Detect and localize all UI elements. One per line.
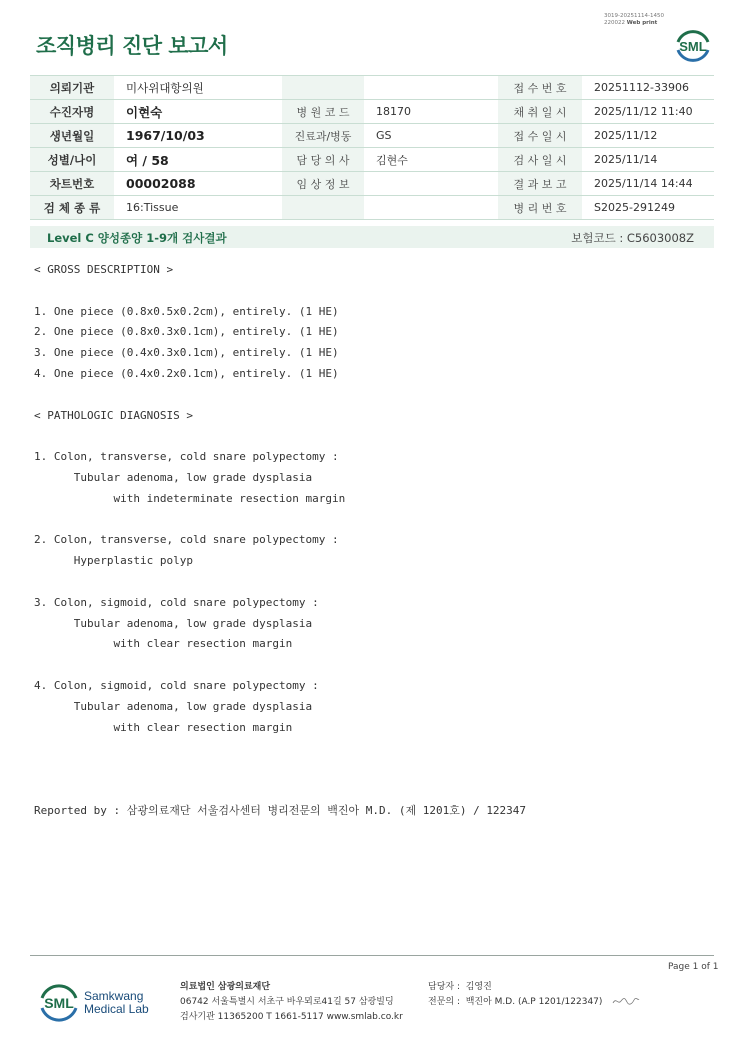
report-line: < PATHOLOGIC DIAGNOSIS > [34, 408, 193, 422]
report-line: < GROSS DESCRIPTION > [34, 263, 174, 276]
staff-name: 김영진 [465, 982, 492, 992]
document-subcode: 220022 [604, 20, 625, 26]
result-header [30, 226, 714, 248]
blank-line [34, 510, 526, 531]
contact-line: 검사기관 11365200 T 1661-5117 www.smlab.co.kr [180, 1012, 403, 1022]
report-line: Hyperplastic polyp [34, 554, 193, 568]
info-label: 생년월일 [30, 124, 114, 148]
info-value: 18170 [364, 100, 498, 124]
info-row [30, 172, 714, 196]
blank-line [34, 780, 526, 801]
report-line: 3. Colon, sigmoid, cold snare polypectomy : [34, 595, 319, 609]
info-value [364, 172, 498, 196]
report-line: Reported by : 삼광의료재단 서울검사센터 병리전문의 백진아 M.D. (제 1201호) / 122347 [34, 803, 527, 817]
footer-divider [30, 955, 714, 956]
blank-line [34, 738, 526, 759]
info-label: 진료과/병동 [282, 124, 364, 148]
info-label: 검 사 일 시 [498, 148, 582, 172]
report-line: Tubular adenoma, low grade dysplasia [34, 616, 313, 630]
info-row [30, 124, 714, 148]
info-value: 00002088 [114, 172, 282, 196]
blank-line [34, 281, 526, 302]
blank-line [34, 655, 526, 676]
result-title: Level C 양성종양 1-9개 검사결과 [47, 231, 227, 245]
info-value: 여 / 58 [114, 148, 282, 172]
info-label: 임 상 정 보 [282, 172, 364, 196]
report-title: 조직병리 진단 보고서 [36, 34, 228, 58]
report-body [34, 260, 526, 822]
report-line: 1. One piece (0.8x0.5x0.2cm), entirely. (1 HE) [34, 304, 339, 318]
footer-staff [428, 980, 602, 1010]
patient-info-body [30, 76, 714, 220]
info-label: 접 수 번 호 [498, 76, 582, 100]
info-label [282, 196, 364, 220]
info-label: 접 수 일 시 [498, 124, 582, 148]
sml-footer-logo [36, 980, 82, 1026]
info-label: 채 취 일 시 [498, 100, 582, 124]
page-number: Page 1 of 1 [668, 962, 719, 972]
info-label: 수진자명 [30, 100, 114, 124]
blank-line [34, 385, 526, 406]
document-code: 3019-20251114-1450 [604, 13, 664, 19]
info-label: 담 당 의 사 [282, 148, 364, 172]
info-row [30, 196, 714, 220]
print-mode: Web print [626, 20, 658, 26]
info-value [364, 76, 498, 100]
blank-line [34, 759, 526, 780]
patient-info-table [30, 75, 714, 220]
footer-address [180, 980, 403, 1025]
info-value: 이현숙 [114, 100, 282, 124]
document-meta [604, 13, 664, 27]
sml-logo-text: SML [679, 39, 707, 54]
info-row [30, 76, 714, 100]
info-label: 결 과 보 고 [498, 172, 582, 196]
report-line: with indeterminate resection margin [34, 491, 346, 505]
report-line: 4. Colon, sigmoid, cold snare polypectomy : [34, 678, 319, 692]
info-value: 미사위대항의원 [114, 76, 282, 100]
info-label: 병 리 번 호 [498, 196, 582, 220]
info-value: GS [364, 124, 498, 148]
specialist-label: 전문의 : [428, 997, 460, 1007]
signature-image [612, 995, 640, 1007]
info-value [364, 196, 498, 220]
info-row [30, 148, 714, 172]
info-label: 병 원 코 드 [282, 100, 364, 124]
brand-line-1: Samkwang [84, 989, 144, 1003]
info-value: 1967/10/03 [114, 124, 282, 148]
info-label [282, 76, 364, 100]
report-line: Tubular adenoma, low grade dysplasia [34, 470, 313, 484]
report-line: 4. One piece (0.4x0.2x0.1cm), entirely. (1 HE) [34, 366, 339, 380]
report-line: Tubular adenoma, low grade dysplasia [34, 699, 313, 713]
report-line: 1. Colon, transverse, cold snare polypectomy : [34, 450, 339, 464]
info-value: 2025/11/14 14:44 [582, 172, 714, 196]
info-value: 2025/11/14 [582, 148, 714, 172]
insurance-code: 보험코드 : C5603008Z [571, 231, 694, 245]
footer-brand [84, 990, 149, 1016]
info-label: 성별/나이 [30, 148, 114, 172]
sml-footer-logo-text: SML [44, 995, 74, 1011]
info-value: S2025-291249 [582, 196, 714, 220]
sml-logo [672, 26, 714, 66]
corporation-name: 의료법인 삼광의료재단 [180, 982, 271, 992]
info-row [30, 100, 714, 124]
address-line: 06742 서울특별시 서초구 바우뫼로41길 57 삼광빌딩 [180, 997, 394, 1007]
info-value: 16:Tissue [114, 196, 282, 220]
blank-line [34, 426, 526, 447]
specialist-name: 백진아 M.D. (A.P 1201/122347) [465, 997, 603, 1007]
report-line: 2. Colon, transverse, cold snare polypectomy : [34, 533, 339, 547]
info-label: 검 체 종 류 [30, 196, 114, 220]
info-value: 김현수 [364, 148, 498, 172]
info-value: 20251112-33906 [582, 76, 714, 100]
info-value: 2025/11/12 [582, 124, 714, 148]
report-line: 2. One piece (0.8x0.3x0.1cm), entirely. (1 HE) [34, 325, 339, 339]
brand-line-2: Medical Lab [84, 1002, 149, 1016]
staff-label: 담당자 : [428, 982, 460, 992]
report-line: with clear resection margin [34, 720, 293, 734]
report-line: with clear resection margin [34, 637, 293, 651]
report-line: 3. One piece (0.4x0.3x0.1cm), entirely. (1 HE) [34, 346, 339, 360]
info-label: 의뢰기관 [30, 76, 114, 100]
info-label: 차트번호 [30, 172, 114, 196]
blank-line [34, 572, 526, 593]
info-value: 2025/11/12 11:40 [582, 100, 714, 124]
